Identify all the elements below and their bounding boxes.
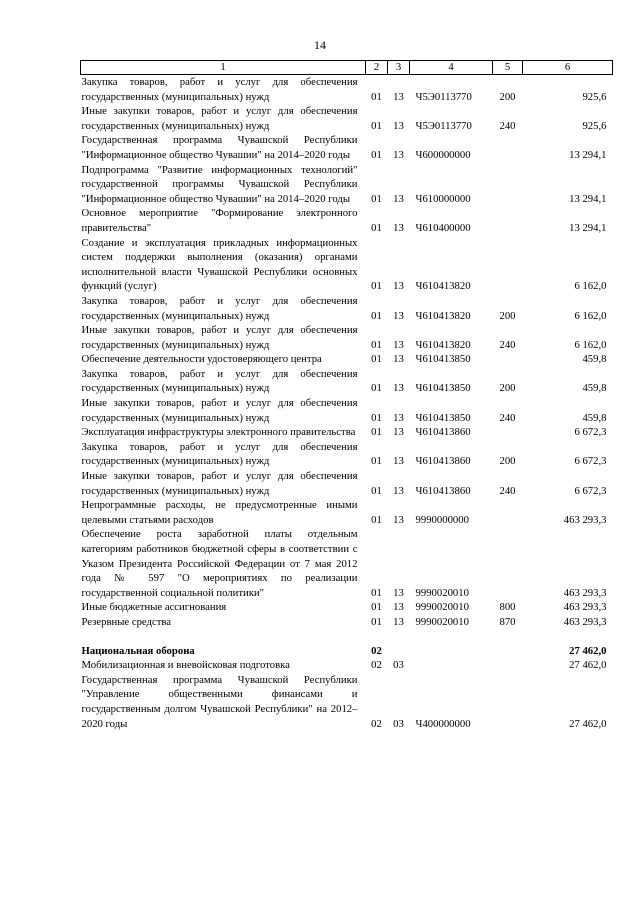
row-target-article-cell: Ч610413860: [415, 484, 471, 497]
row-subsection-cell: 13: [393, 601, 404, 614]
row-name-cell: Подпрограмма "Развитие информационных технологий" государственной программы Чувашской Республики "Информационное общество Чувашии" на 2014–2020 годы: [81, 163, 358, 205]
row-name-cell: Основное мероприятие "Формирование электронного правительства": [81, 207, 358, 234]
row-target-article-cell: Ч5Э0113770: [415, 90, 472, 103]
row-amount-cell: 925,6: [582, 119, 607, 132]
row-name-cell: Иные закупки товаров, работ и услуг для обеспечения государственных (муниципальных) нужд: [81, 397, 358, 424]
row-target-article-cell: Ч610413860: [415, 426, 471, 439]
row-target-article-cell: [410, 644, 493, 659]
row-section-cell: 01: [371, 353, 382, 366]
row-section-cell: 01: [371, 119, 382, 132]
header-col-1: 1: [81, 61, 366, 75]
row-amount-cell: 463 293,3: [563, 586, 607, 599]
row-amount-cell: 6 162,0: [574, 280, 607, 293]
row-expense-type-cell: 800: [499, 601, 516, 614]
row-expense-type-cell: 240: [499, 338, 516, 351]
row-name-cell: Закупка товаров, работ и услуг для обеспечения государственных (муниципальных) нужд: [81, 440, 358, 468]
table-row: [81, 236, 613, 294]
row-expense-type-cell: 200: [499, 455, 516, 468]
row-target-article-cell: Ч610413820: [415, 309, 471, 322]
row-target-article-cell: Ч610000000: [415, 192, 471, 205]
table-row: [81, 75, 613, 105]
row-expense-type-cell: [493, 630, 523, 644]
row-subsection-cell: [388, 644, 410, 659]
row-expense-type-cell: 240: [499, 484, 516, 497]
row-expense-type-cell: 240: [499, 119, 516, 132]
row-expense-type-cell: 200: [499, 309, 516, 322]
row-section-cell: 01: [371, 192, 382, 205]
row-expense-type-cell: [493, 527, 523, 600]
row-section-cell: 01: [371, 426, 382, 439]
row-section-cell: 01: [371, 586, 382, 599]
row-section-cell: 01: [371, 615, 382, 628]
row-amount-cell: 13 294,1: [569, 192, 607, 205]
row-amount-cell: 6 162,0: [574, 309, 607, 322]
row-section-cell: 01: [371, 601, 382, 614]
row-target-article-cell: Ч600000000: [415, 148, 471, 161]
row-expense-type-cell: [493, 498, 523, 527]
row-name-cell: Обеспечение деятельности удостоверяющего центра: [81, 353, 322, 366]
row-target-article-cell: 9990000000: [415, 513, 469, 526]
table-row: [81, 658, 613, 673]
table-row: [81, 644, 613, 659]
row-subsection-cell: 13: [393, 280, 404, 293]
row-subsection-cell: 13: [393, 148, 404, 161]
row-section-cell: 01: [371, 338, 382, 351]
row-amount-cell: 6 672,3: [574, 426, 607, 439]
row-section-cell: 02: [371, 644, 382, 657]
table-row: [81, 206, 613, 235]
row-target-article-cell: 9990020010: [415, 601, 469, 614]
row-expense-type-cell: 870: [499, 615, 516, 628]
row-name-cell: Государственная программа Чувашской Республики "Информационное общество Чувашии" на 2014–2020 годы: [81, 134, 358, 161]
table-header-row: [81, 61, 613, 75]
row-subsection-cell: 13: [393, 338, 404, 351]
table-row: [81, 396, 613, 425]
row-name-cell: Закупка товаров, работ и услуг для обеспечения государственных (муниципальных) нужд: [81, 294, 358, 322]
row-target-article-cell: Ч610413850: [415, 353, 471, 366]
row-expense-type-cell: [493, 236, 523, 294]
row-expense-type-cell: 200: [499, 90, 516, 103]
row-section-cell: [366, 630, 388, 644]
header-col-4: 4: [410, 61, 493, 75]
row-amount-cell: 459,8: [582, 411, 607, 424]
row-subsection-cell: 13: [393, 221, 404, 234]
row-section-cell: 02: [371, 659, 382, 672]
row-expense-type-cell: [493, 133, 523, 162]
row-subsection-cell: 13: [393, 90, 404, 103]
table-body: [81, 75, 613, 732]
table-row: [81, 133, 613, 162]
table-row: [81, 294, 613, 323]
table-row: [81, 600, 613, 615]
table-row: [81, 323, 613, 352]
row-amount-cell: 459,8: [582, 353, 607, 366]
row-name-cell: Мобилизационная и вневойсковая подготовка: [81, 659, 290, 672]
row-section-cell: 01: [371, 221, 382, 234]
row-target-article-cell: Ч400000000: [415, 717, 471, 730]
row-amount-cell: [523, 630, 613, 644]
row-target-article-cell: Ч610413860: [415, 455, 471, 468]
row-section-cell: 02: [371, 717, 382, 730]
table-row: [81, 425, 613, 440]
row-section-cell: 01: [371, 411, 382, 424]
row-subsection-cell: 13: [393, 615, 404, 628]
row-name-cell: Обеспечение роста заработной платы отдельным категориям работников бюджетной сферы в соответствии с Указом Президента Российской Федерации от 7 мая 2012 года № 597 "О мероприятиях по реализации государственной социальной политики": [81, 528, 358, 599]
row-name-cell: Национальная оборона: [81, 644, 195, 657]
table-row: [81, 615, 613, 630]
row-target-article-cell: 9990020010: [415, 586, 469, 599]
table-row: [81, 527, 613, 600]
row-subsection-cell: 13: [393, 309, 404, 322]
row-amount-cell: 27 462,0: [569, 659, 607, 672]
row-section-cell: 01: [371, 455, 382, 468]
table-row: [81, 440, 613, 469]
table-row: [81, 352, 613, 367]
row-name-cell: Закупка товаров, работ и услуг для обеспечения государственных (муниципальных) нужд: [81, 76, 358, 103]
header-col-6: 6: [523, 61, 613, 75]
row-expense-type-cell: [493, 352, 523, 367]
row-name-cell: Непрограммные расходы, не предусмотренные иными целевыми статьями расходов: [81, 499, 358, 526]
table-row: [81, 367, 613, 396]
table-row: [81, 673, 613, 731]
row-subsection-cell: 13: [393, 513, 404, 526]
row-subsection-cell: 13: [393, 192, 404, 205]
row-amount-cell: 463 293,3: [563, 601, 607, 614]
row-target-article-cell: Ч610413850: [415, 382, 471, 395]
row-amount-cell: 13 294,1: [569, 221, 607, 234]
row-section-cell: 01: [371, 90, 382, 103]
table-row: [81, 469, 613, 498]
row-expense-type-cell: [493, 163, 523, 207]
row-amount-cell: 925,6: [582, 90, 607, 103]
row-target-article-cell: Ч610400000: [415, 221, 471, 234]
row-name-cell: Государственная программа Чувашской Республики "Управление общественными финансами и государственным долгом Чувашской Республики" на 2012–2020 годы: [81, 673, 358, 730]
row-section-cell: 01: [371, 148, 382, 161]
row-section-cell: 01: [371, 309, 382, 322]
row-expense-type-cell: 240: [499, 411, 516, 424]
row-subsection-cell: 13: [393, 353, 404, 366]
row-amount-cell: 463 293,3: [563, 513, 607, 526]
header-col-5: 5: [493, 61, 523, 75]
row-name-cell: Иные закупки товаров, работ и услуг для обеспечения государственных (муниципальных) нужд: [81, 105, 358, 132]
row-target-article-cell: [410, 630, 493, 644]
row-expense-type-cell: [493, 644, 523, 659]
row-name-cell: Иные бюджетные ассигнования: [81, 601, 227, 614]
row-expense-type-cell: [493, 425, 523, 440]
row-expense-type-cell: [493, 658, 523, 673]
table-row: [81, 104, 613, 133]
row-target-article-cell: Ч610413820: [415, 280, 471, 293]
row-name-cell: Резервные средства: [81, 615, 172, 628]
row-name-cell: [81, 630, 366, 644]
row-expense-type-cell: [493, 206, 523, 235]
budget-table: [80, 60, 613, 731]
row-section-cell: 01: [371, 513, 382, 526]
row-subsection-cell: 13: [393, 426, 404, 439]
row-amount-cell: 13 294,1: [569, 148, 607, 161]
table-row: [81, 630, 613, 644]
row-name-cell: Иные закупки товаров, работ и услуг для обеспечения государственных (муниципальных) нужд: [81, 470, 358, 497]
row-amount-cell: 459,8: [582, 382, 607, 395]
row-expense-type-cell: 200: [499, 382, 516, 395]
header-col-3: 3: [388, 61, 410, 75]
row-subsection-cell: 03: [393, 717, 404, 730]
row-amount-cell: 6 672,3: [574, 455, 607, 468]
row-amount-cell: 463 293,3: [563, 615, 607, 628]
row-section-cell: 01: [371, 382, 382, 395]
row-expense-type-cell: [493, 673, 523, 731]
row-target-article-cell: 9990020010: [415, 615, 469, 628]
row-target-article-cell: Ч610413850: [415, 411, 471, 424]
row-name-cell: Иные закупки товаров, работ и услуг для обеспечения государственных (муниципальных) нужд: [81, 324, 358, 351]
page-number: 14: [314, 38, 326, 52]
row-name-cell: Закупка товаров, работ и услуг для обеспечения государственных (муниципальных) нужд: [81, 367, 358, 395]
row-target-article-cell: Ч5Э0113770: [415, 119, 472, 132]
header-col-2: 2: [366, 61, 388, 75]
row-section-cell: 01: [371, 484, 382, 497]
row-section-cell: 01: [371, 280, 382, 293]
row-subsection-cell: 13: [393, 484, 404, 497]
row-subsection-cell: 03: [393, 659, 404, 672]
row-subsection-cell: 13: [393, 455, 404, 468]
row-name-cell: Эксплуатация инфраструктуры электронного правительства: [81, 426, 356, 439]
row-amount-cell: 27 462,0: [569, 644, 607, 657]
table-row: [81, 498, 613, 527]
row-name-cell: Создание и эксплуатация прикладных информационных систем поддержки выполнения (оказания) органами исполнительной власти Чувашской Республики основных функций (услуг): [81, 236, 358, 293]
row-subsection-cell: 13: [393, 119, 404, 132]
row-subsection-cell: 13: [393, 586, 404, 599]
table-row: [81, 163, 613, 207]
row-subsection-cell: [388, 630, 410, 644]
row-amount-cell: 6 672,3: [574, 484, 607, 497]
row-subsection-cell: 13: [393, 411, 404, 424]
row-target-article-cell: [410, 658, 493, 673]
row-target-article-cell: Ч610413820: [415, 338, 471, 351]
row-subsection-cell: 13: [393, 382, 404, 395]
row-amount-cell: 6 162,0: [574, 338, 607, 351]
row-amount-cell: 27 462,0: [569, 717, 607, 730]
